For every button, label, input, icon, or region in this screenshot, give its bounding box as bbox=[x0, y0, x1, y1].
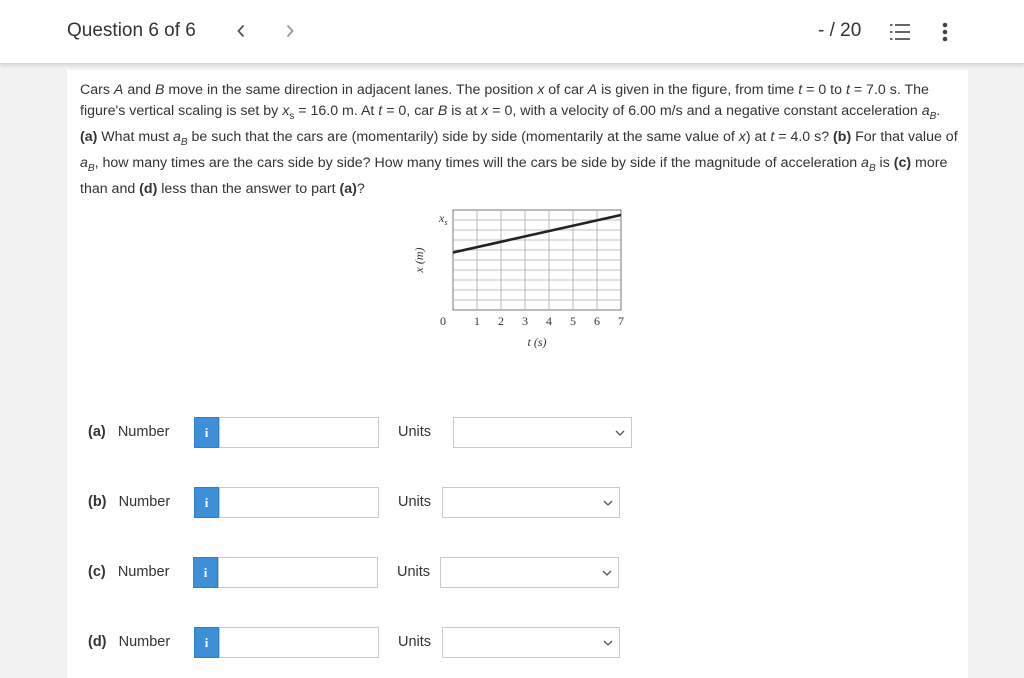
score-display: - / 20 bbox=[818, 20, 862, 41]
number-input-b[interactable] bbox=[219, 487, 379, 518]
x-tick-4: 4 bbox=[546, 314, 552, 328]
chevron-down-icon bbox=[615, 429, 625, 437]
info-button-c[interactable]: i bbox=[193, 557, 218, 588]
chevron-down-icon bbox=[602, 569, 612, 577]
units-label-a: Units bbox=[398, 424, 432, 440]
previous-question-button[interactable] bbox=[230, 19, 252, 43]
answer-label-c: (c) Number bbox=[88, 564, 170, 580]
x-tick-0: 0 bbox=[440, 314, 446, 328]
x-tick-7: 7 bbox=[618, 314, 624, 328]
number-input-a[interactable] bbox=[219, 417, 379, 448]
answer-row-b bbox=[67, 487, 968, 519]
problem-statement: Cars A and B move in the same direction in adjacent lanes. The position x of car A is given in the figure, from time t = 0 to t = 7.0 s. The figure's vertical scaling is set by $x_s = 16.0$ m. At t = 0, car B is at x = 0, with a velocity of 6.00 m/s and a negative constant acceleration $a_B$. (a) What must $a_B$ be such that the cars are (momentarily) side by side (momentarily at the same value of x) at t = 4.0 s? (b) For that value of $a_B$, how many times are the cars side by side? How many times will the cars be side by side if the magnitude of acceleration $a_B$ is (c) more than and (d) less than the answer to part (a)? bbox=[80, 82, 958, 198]
info-button-a[interactable]: i bbox=[194, 417, 219, 448]
x-tick-5: 5 bbox=[570, 314, 576, 328]
chevron-down-icon bbox=[603, 639, 613, 647]
top-bar bbox=[0, 0, 1024, 64]
x-tick-3: 3 bbox=[522, 314, 528, 328]
more-vertical-icon bbox=[935, 20, 955, 44]
units-select-b[interactable] bbox=[442, 487, 620, 518]
x-tick-6: 6 bbox=[594, 314, 600, 328]
number-input-c[interactable] bbox=[218, 557, 378, 588]
position-time-graph bbox=[397, 205, 637, 355]
units-select-a[interactable] bbox=[453, 417, 632, 448]
x-tick-2: 2 bbox=[498, 314, 504, 328]
y-axis-label: x (m) bbox=[412, 247, 426, 273]
x-tick-labels bbox=[440, 314, 624, 328]
question-card bbox=[67, 70, 968, 678]
question-list-button[interactable] bbox=[888, 20, 912, 44]
answer-row-d bbox=[67, 627, 968, 659]
x-tick-1: 1 bbox=[474, 314, 480, 328]
units-label-d: Units bbox=[398, 634, 432, 650]
chevron-right-icon bbox=[285, 24, 295, 38]
x-axis-label: t (s) bbox=[527, 335, 547, 349]
answer-label-a: (a) Number bbox=[88, 424, 170, 440]
number-input-d[interactable] bbox=[219, 627, 379, 658]
units-select-d[interactable] bbox=[442, 627, 620, 658]
next-question-button[interactable] bbox=[279, 19, 301, 43]
units-label-c: Units bbox=[397, 564, 431, 580]
more-options-button[interactable] bbox=[935, 20, 955, 44]
info-button-b[interactable]: i bbox=[194, 487, 219, 518]
answer-row-c bbox=[67, 557, 968, 589]
answer-label-d: (d) Number bbox=[88, 634, 171, 650]
graph-grid bbox=[453, 210, 621, 310]
units-select-c[interactable] bbox=[440, 557, 619, 588]
y-tick-xs: $x_s$ bbox=[439, 211, 448, 227]
chevron-left-icon bbox=[236, 24, 246, 38]
answer-row-a bbox=[67, 417, 968, 449]
question-title: Question 6 of 6 bbox=[67, 20, 196, 41]
info-button-d[interactable]: i bbox=[194, 627, 219, 658]
numbered-list-icon bbox=[888, 20, 912, 44]
answer-label-b: (b) Number bbox=[88, 494, 171, 510]
chevron-down-icon bbox=[603, 499, 613, 507]
units-label-b: Units bbox=[398, 494, 432, 510]
